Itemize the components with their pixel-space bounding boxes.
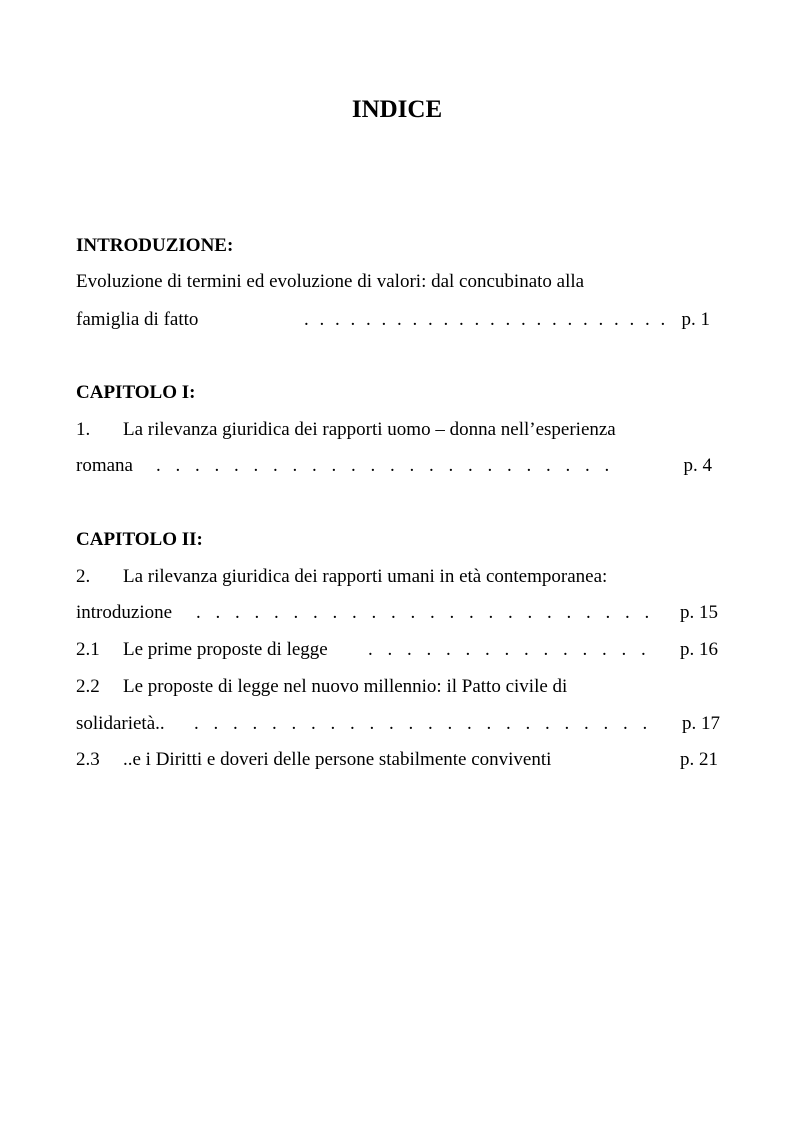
toc-entry-2-page: p. 15: [680, 602, 718, 623]
section-heading-introduzione: INTRODUZIONE:: [76, 235, 234, 256]
toc-entry-text: La rilevanza giuridica dei rapporti umani in età contemporanea:: [123, 566, 608, 587]
toc-entry-intro-line1: Evoluzione di termini ed evoluzione di valori: dal concubinato alla: [76, 271, 585, 292]
toc-entry-text: Le proposte di legge nel nuovo millennio: il Patto civile di: [123, 676, 568, 697]
toc-entry-2-line2: introduzione: [76, 602, 173, 623]
toc-entry-intro-line2: famiglia di fatto: [76, 309, 199, 330]
section-heading-capitolo-1: CAPITOLO I:: [76, 382, 196, 403]
toc-entry-2-2-line1: [76, 676, 567, 698]
toc-entry-number: 2.1: [76, 639, 100, 660]
toc-entry-2-2-page: p. 17: [682, 713, 720, 734]
leader-dots: . . . . . . . . . . . . . . . . . . . . . . . .: [194, 713, 648, 734]
toc-entry-text: La rilevanza giuridica dei rapporti uomo – donna nell’esperienza: [123, 419, 616, 440]
toc-entry-1-line2: romana: [76, 455, 133, 476]
toc-entry-number: 2.2: [76, 676, 100, 697]
leader-dots: . . . . . . . . . . . . . . . . . . . . . . . .: [196, 602, 650, 623]
leader-dots: . . . . . . . . . . . . . . . . . . . . . . . .: [304, 309, 666, 330]
page-title: INDICE: [351, 96, 443, 123]
toc-entry-2-3-page: p. 21: [680, 749, 718, 770]
toc-entry-text: Le prime proposte di legge: [123, 639, 328, 660]
toc-entry-2-1-page: p. 16: [680, 639, 718, 660]
toc-entry-2-line1: [76, 566, 607, 588]
toc-entry-1-line1: [76, 419, 616, 441]
toc-entry-1-page: p. 4: [683, 455, 712, 476]
leader-dots: . . . . . . . . . . . . . . . . . . . . . . . .: [156, 455, 610, 476]
toc-entry-number: 1.: [76, 419, 91, 440]
leader-dots: . . . . . . . . . . . . . . .: [368, 639, 646, 660]
toc-entry-2-2-line2: solidarietà..: [76, 713, 165, 734]
toc-entry-number: 2.: [76, 566, 91, 587]
section-heading-capitolo-2: CAPITOLO II:: [76, 529, 203, 550]
toc-entry-text: ..e i Diritti e doveri delle persone stabilmente conviventi: [123, 749, 552, 770]
toc-entry-intro-page: p. 1: [681, 309, 710, 330]
toc-entry-number: 2.3: [76, 749, 100, 770]
